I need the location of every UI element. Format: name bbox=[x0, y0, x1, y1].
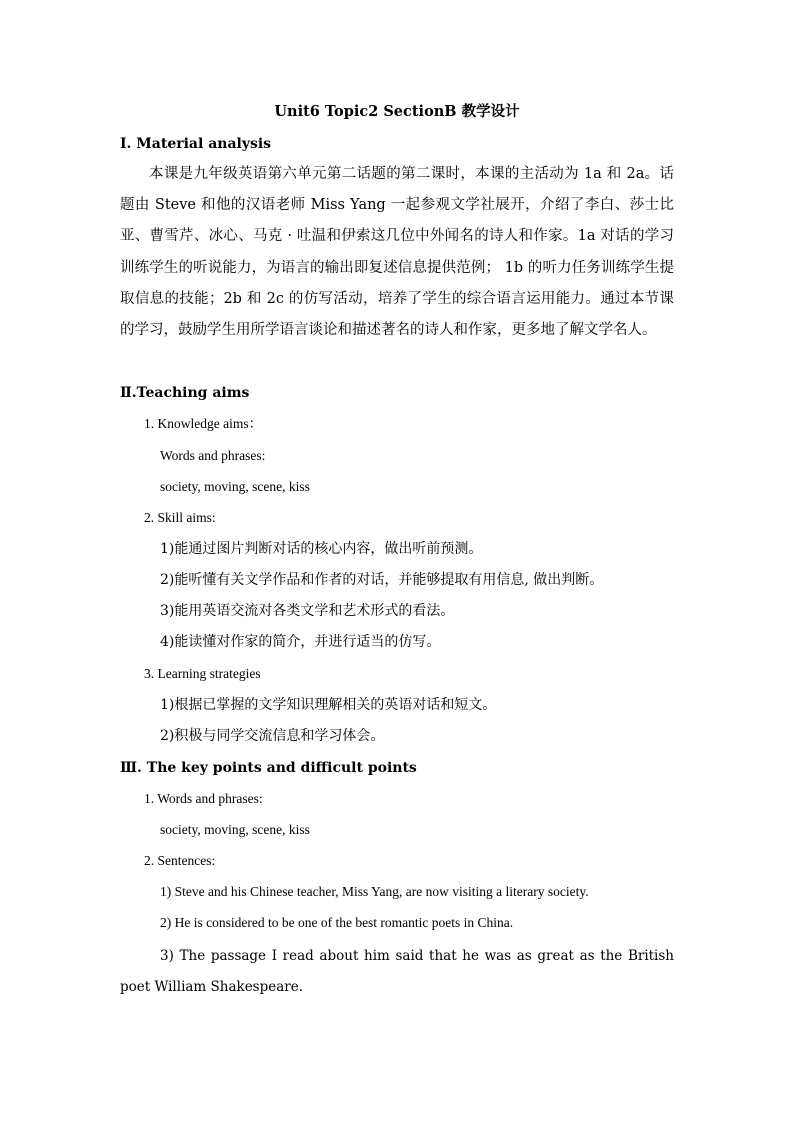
material-analysis-text: 本课是九年级英语第六单元第二话题的第二课时，本课的主活动为 1a 和 2a。话题由 Steve 和他的汉语老师 Miss Yang 一起参观文学社展开，介绍了李白、莎士比亚、曹雪芹、冰心、马克 · 吐温和伊索这几位中外闻名的诗人和作家。1a 对话的学习训练学生的听说能力，为语言的输出即复述信息提供范例； 1b 的听力任务训练学生提取信息的技能；2b 和 2c 的仿写活动，培养了学生的综合语言运用能力。通过本节课的学习，鼓励学生用所学语言谈论和描述著名的诗人和作家，更多地了解文学名人。 bbox=[120, 166, 674, 339]
material-analysis-paragraph bbox=[120, 159, 674, 346]
strategy-item: 2)积极与同学交流信息和学习体会。 bbox=[160, 728, 385, 744]
page-title: Unit6 Topic2 SectionB 教学设计 bbox=[274, 103, 520, 120]
section-heading-key-points: Ⅲ. The key points and difficult points bbox=[120, 760, 417, 776]
knowledge-words-list: society, moving, scene, kiss bbox=[160, 479, 310, 494]
skill-aim-item: 2)能听懂有关文学作品和作者的对话，并能够提取有用信息, 做出判断。 bbox=[160, 572, 604, 588]
skill-aim-item: 1)能通过图片判断对话的核心内容，做出听前预测。 bbox=[160, 541, 483, 557]
skill-aims-label: 2. Skill aims: bbox=[144, 510, 216, 525]
knowledge-words-heading: Words and phrases: bbox=[160, 448, 266, 463]
knowledge-aims-label: 1. Knowledge aims： bbox=[144, 416, 263, 431]
skill-aim-item: 3)能用英语交流对各类文学和艺术形式的看法。 bbox=[160, 603, 455, 619]
learning-strategies-label: 3. Learning strategies bbox=[144, 666, 261, 681]
section-heading-material-analysis: Ⅰ. Material analysis bbox=[120, 136, 272, 152]
key-words-label: 1. Words and phrases: bbox=[144, 791, 263, 806]
sentence-item-wrapped bbox=[120, 941, 674, 1003]
sentence-item: 2) He is considered to be one of the best romantic poets in China. bbox=[160, 915, 514, 930]
section-heading-teaching-aims: Ⅱ.Teaching aims bbox=[120, 385, 250, 401]
sentence-item: 3) The passage I read about him said that he was as great as the British poet William Shakespeare. bbox=[120, 948, 674, 995]
key-words-list: society, moving, scene, kiss bbox=[160, 822, 310, 837]
sentences-label: 2. Sentences: bbox=[144, 853, 216, 868]
sentence-item: 1) Steve and his Chinese teacher, Miss Yang, are now visiting a literary society. bbox=[160, 884, 589, 899]
strategy-item: 1)根据已掌握的文学知识理解相关的英语对话和短文。 bbox=[160, 697, 497, 713]
skill-aim-item: 4)能读懂对作家的简介，并进行适当的仿写。 bbox=[160, 634, 441, 650]
